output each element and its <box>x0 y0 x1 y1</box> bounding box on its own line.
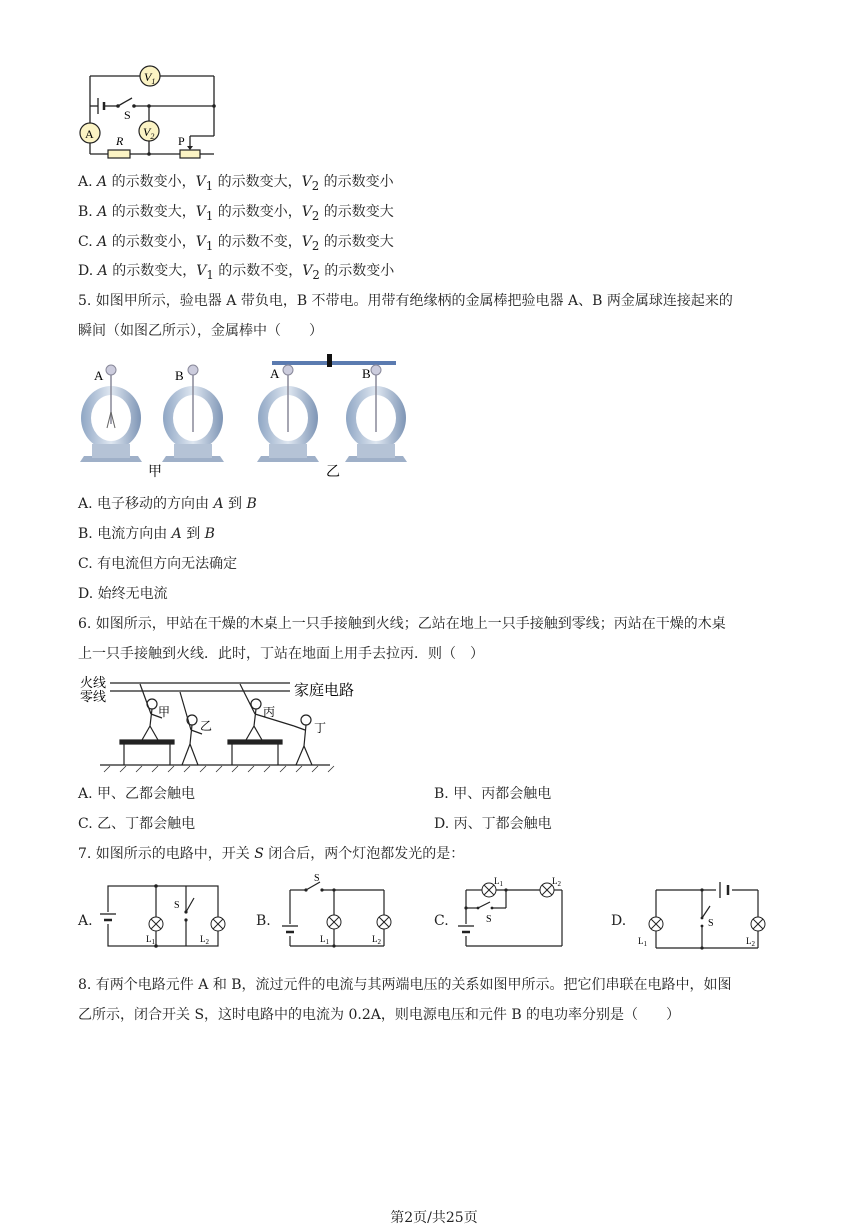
svg-text:B: B <box>362 366 371 381</box>
svg-text:S: S <box>314 873 320 884</box>
q7-option-d-label: D. <box>611 913 627 929</box>
svg-text:S: S <box>174 900 180 911</box>
q6-stem-line1: 6. 如图所示，甲站在干燥的木桌上一只手接触到火线；乙站在地上一只手接触到零线；丙站在干燥的木桌 <box>78 616 726 632</box>
svg-text:L2: $L_2$ <box>746 936 755 948</box>
svg-text:L1: $L_1$ <box>494 876 503 888</box>
svg-text:L2: $L_2$ <box>200 934 209 946</box>
svg-text:丙: 丙 <box>263 705 276 719</box>
q6-option-b: B. 甲、丙都会触电 <box>434 786 552 802</box>
electroscope-b-jia <box>162 365 224 462</box>
q5-option-c: C. 有电流但方向无法确定 <box>78 556 238 572</box>
electroscope-a-jia <box>80 365 142 462</box>
q5-option-a: A. 电子移动的方向由 A 到 B <box>78 496 257 512</box>
q6-option-c: C. 乙、丁都会触电 <box>78 816 196 832</box>
svg-text:V1: $V_1$ <box>144 70 156 86</box>
q7-circuit-b <box>276 872 406 952</box>
q6-option-a: A. 甲、乙都会触电 <box>78 786 196 802</box>
electroscope-a-yi <box>257 365 319 462</box>
q7-option-b-label: B. <box>256 913 271 929</box>
rheostat-p-icon <box>180 150 200 158</box>
q6-stem-line2: 上一只手接触到火线．此时，丁站在地面上用手去拉丙．则（ ） <box>78 646 484 662</box>
q7-circuit-c <box>452 872 572 952</box>
svg-text:S: S <box>486 914 492 925</box>
q5-electroscope-figure <box>76 352 416 482</box>
svg-text:B: B <box>175 368 184 383</box>
svg-text:乙: 乙 <box>326 465 340 480</box>
svg-text:S: S <box>124 108 131 122</box>
svg-text:L1: $L_1$ <box>146 934 155 946</box>
svg-text:V2: $V_2$ <box>143 125 155 141</box>
metal-rod-icon <box>272 361 396 365</box>
svg-text:丁: 丁 <box>314 721 327 735</box>
electroscope-b-yi <box>345 365 407 462</box>
q7-circuit-d <box>636 872 776 956</box>
q4-option-d: D. A 的示数变大，$V_1$ 的示数不变，$V_2$ 的示数变小 <box>78 263 395 282</box>
svg-text:P: P <box>178 134 185 148</box>
q5-option-d: D. 始终无电流 <box>78 586 168 602</box>
svg-text:零线: 零线 <box>80 689 107 704</box>
svg-text:L2: $L_2$ <box>552 876 561 888</box>
q4-option-c: C. A 的示数变小，$V_1$ 的示数不变，$V_2$ 的示数变大 <box>78 234 394 253</box>
q7-stem: 7. 如图所示的电路中，开关 S 闭合后，两个灯泡都发光的是： <box>78 846 465 862</box>
q7-option-c-label: C. <box>434 913 449 929</box>
q4-circuit-figure <box>74 64 224 164</box>
svg-text:甲: 甲 <box>158 705 171 719</box>
q6-household-circuit-figure <box>80 674 360 774</box>
svg-text:家庭电路: 家庭电路 <box>294 683 355 699</box>
svg-text:A: A <box>85 127 94 141</box>
q5-stem-line1: 5. 如图甲所示，验电器 A 带负电，B 不带电。用带有绝缘柄的金属棒把验电器 A、B 两金属球连接起来的 <box>78 293 733 309</box>
q5-stem-line2: 瞬间（如图乙所示），金属棒中（ ） <box>78 323 323 339</box>
resistor-r-icon <box>108 150 130 158</box>
q5-option-b: B. 电流方向由 A 到 B <box>78 526 215 542</box>
svg-text:A: A <box>270 366 280 381</box>
q7-option-a-label: A. <box>78 913 93 929</box>
q8-stem-line2: 乙所示，闭合开关 S，这时电路中的电流为 0.2A，则电源电压和元件 B 的电功率分别是（ ） <box>78 1007 681 1023</box>
svg-text:S: S <box>708 918 714 929</box>
page-footer: 第2页/共25页 <box>390 1210 478 1226</box>
svg-text:A: A <box>94 368 104 383</box>
svg-text:甲: 甲 <box>148 465 162 480</box>
svg-text:火线: 火线 <box>80 675 107 690</box>
q4-option-a: A. A 的示数变小，$V_1$ 的示数变大，$V_2$ 的示数变小 <box>78 174 394 193</box>
svg-text:R: R <box>116 134 124 148</box>
svg-text:L1: $L_1$ <box>638 936 647 948</box>
q6-option-d: D. 丙、丁都会触电 <box>434 816 552 832</box>
svg-text:乙: 乙 <box>200 719 213 733</box>
q8-stem-line1: 8. 有两个电路元件 A 和 B，流过元件的电流与其两端电压的关系如图甲所示。把它们串联在电路中，如图 <box>78 977 732 993</box>
q7-circuit-a <box>98 876 228 952</box>
q4-option-b: B. A 的示数变大，$V_1$ 的示数变小，$V_2$ 的示数变大 <box>78 204 394 223</box>
svg-text:L2: $L_2$ <box>372 934 381 946</box>
svg-text:L1: $L_1$ <box>320 934 329 946</box>
